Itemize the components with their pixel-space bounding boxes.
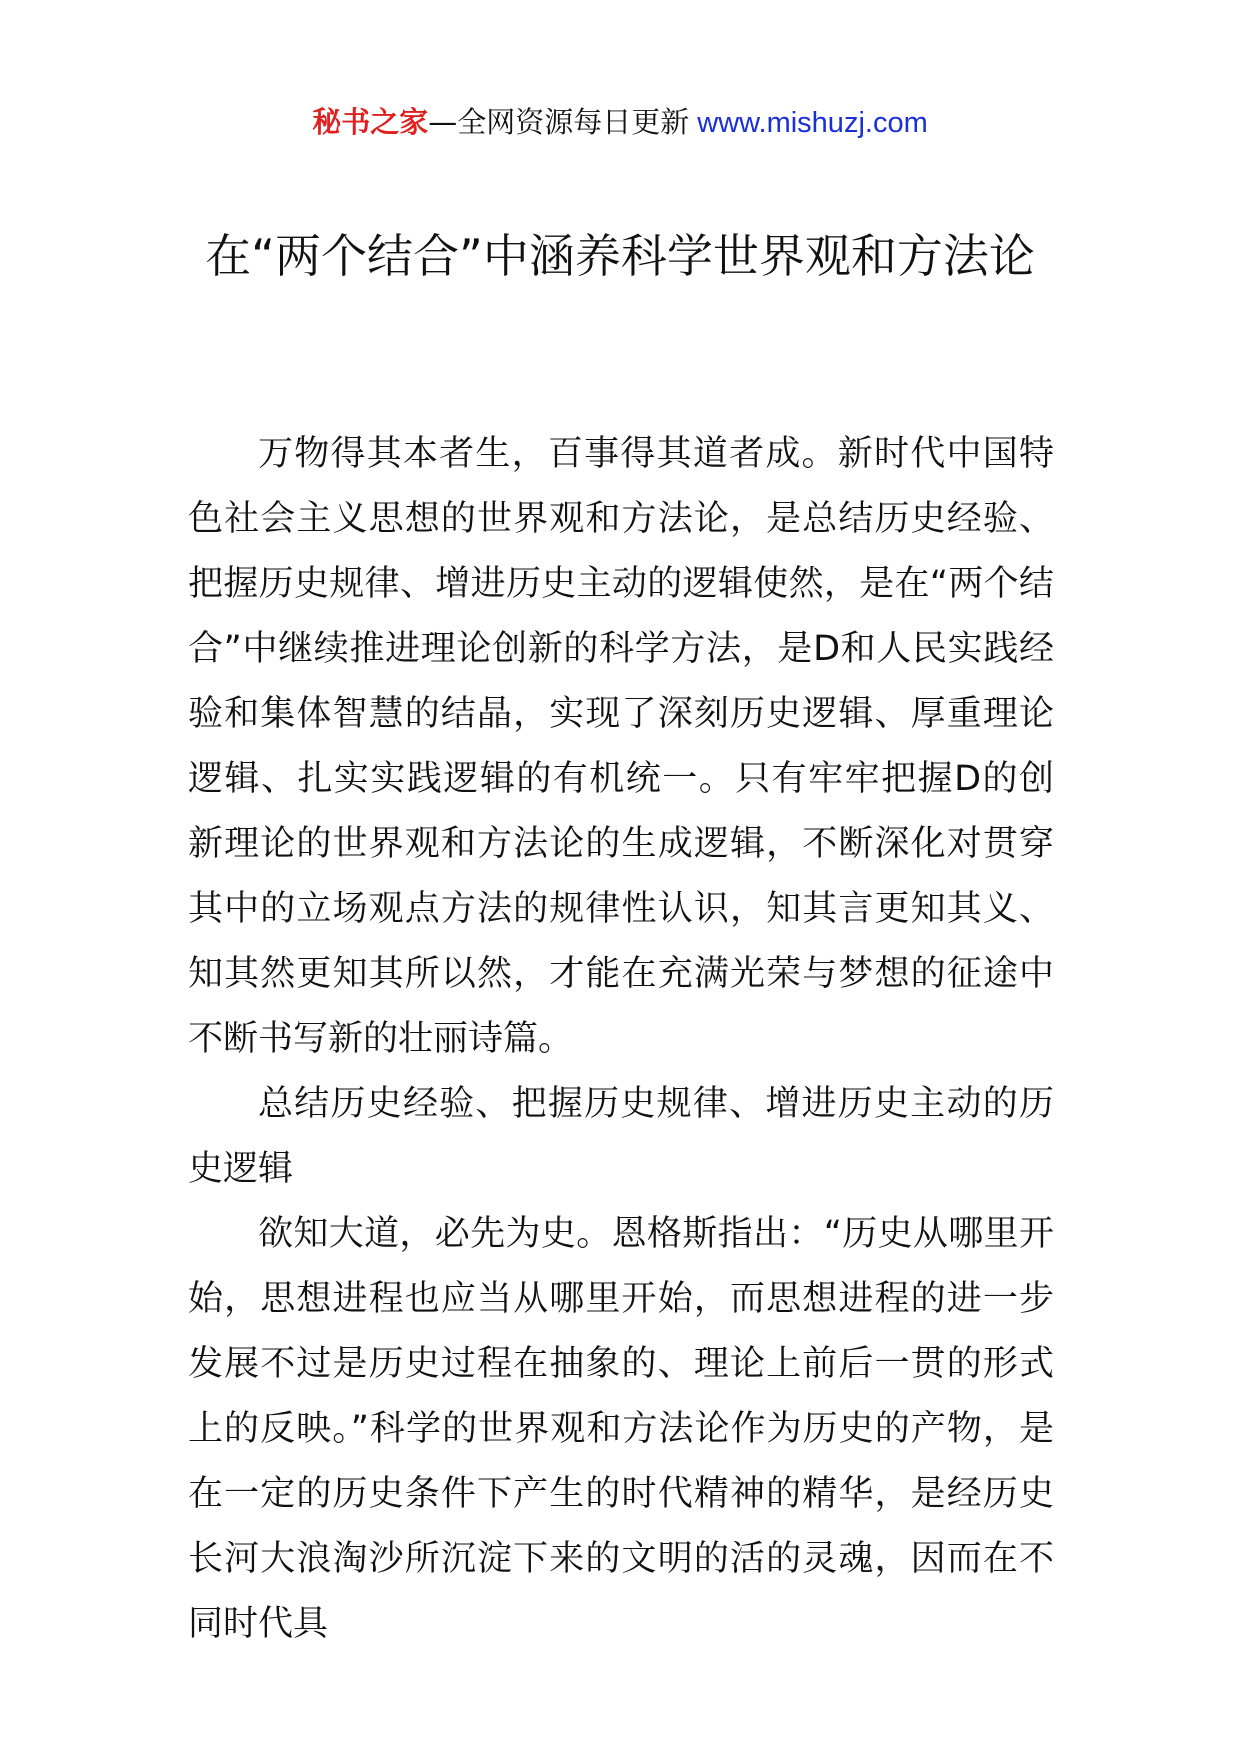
paragraph-history: 欲知大道，必先为史。恩格斯指出：“历史从哪里开始，思想进程也应当从哪里开始，而思想进程的进一步发展不过是历史过程在抽象的、理论上前后一贯的形式上的反映。”科学的世界观和方法论作为历史的产物，是在一定的历史条件下产生的时代精神的精华，是经历史长河大浪淘沙所沉淀下来的文明的活的灵魂，因而在不同时代具 <box>188 1214 1054 1644</box>
site-url: www.mishuzj.com <box>697 107 928 139</box>
section-heading: 总结历史经验、把握历史规律、增进历史主动的历史逻辑 <box>188 1084 1054 1189</box>
document-body <box>188 422 1054 1657</box>
site-tagline: —全网资源每日更新 <box>428 105 690 139</box>
site-header <box>0 102 1240 143</box>
document-title: 在“两个结合”中涵养科学世界观和方法论 <box>205 229 1035 283</box>
paragraph-intro: 万物得其本者生，百事得其道者成。新时代中国特色社会主义思想的世界观和方法论，是总结历史经验、把握历史规律、增进历史主动的逻辑使然，是在“两个结合”中继续推进理论创新的科学方法，是D和人民实践经验和集体智慧的结晶，实现了深刻历史逻辑、厚重理论逻辑、扎实实践逻辑的有机统一。只有牢牢把握D的创新理论的世界观和方法论的生成逻辑，不断深化对贯穿其中的立场观点方法的规律性认识，知其言更知其义、知其然更知其所以然，才能在充满光荣与梦想的征途中不断书写新的壮丽诗篇。 <box>188 434 1054 1059</box>
brand-name: 秘书之家 <box>312 105 429 139</box>
